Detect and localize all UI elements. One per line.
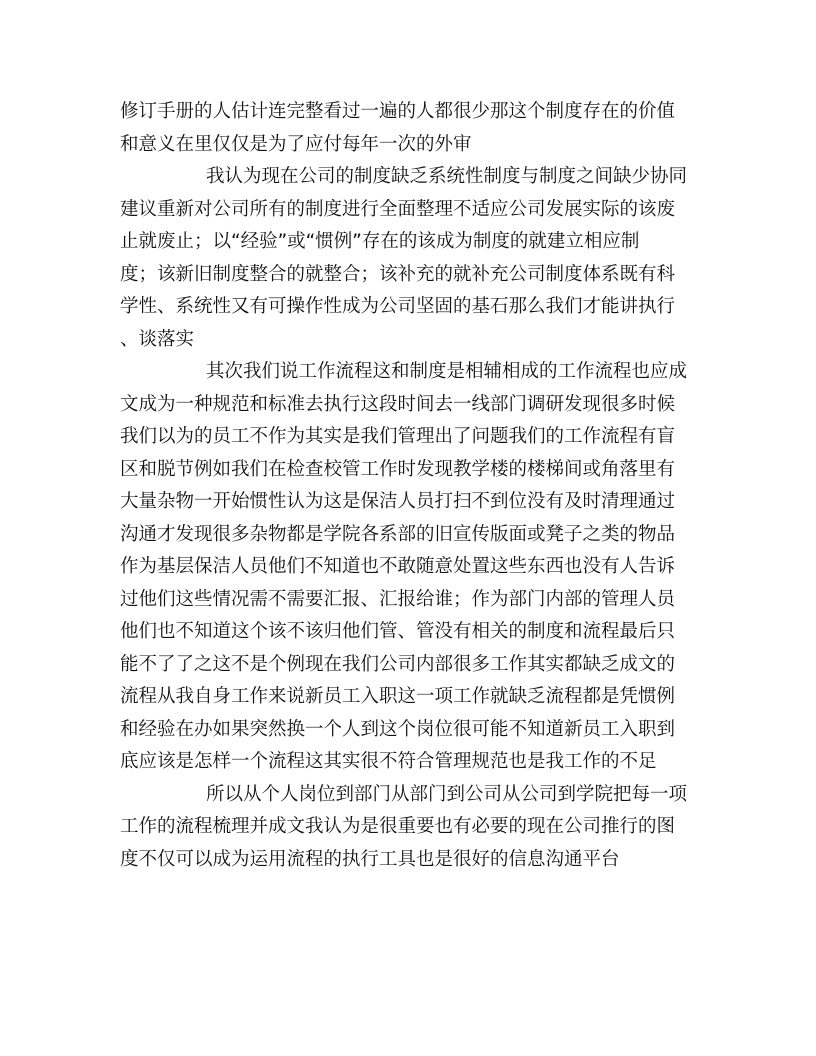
text-line: 度；该新旧制度整合的就整合；该补充的就补充公司制度体系既有科 bbox=[120, 263, 676, 285]
text-line: 沟通才发现很多杂物都是学院各系部的旧宣传版面或凳子之类的物品 bbox=[120, 523, 676, 545]
text-line: 底应该是怎样一个流程这其实很不符合管理规范也是我工作的不足 bbox=[120, 751, 657, 772]
paragraph-first-line: 我认为现在公司的制度缺乏系统性制度与制度之间缺少协同 bbox=[206, 166, 688, 187]
text-line: 作为基层保洁人员他们不知道也不敢随意处置这些东西也没有人告诉 bbox=[120, 556, 676, 577]
text-line: 和意义在里仅仅是为了应付每年一次的外审 bbox=[120, 133, 472, 155]
text-line: 、谈落实 bbox=[120, 328, 195, 350]
text-line: 流程从我自身工作来说新员工入职这一项工作就缺乏流程都是凭惯例 bbox=[120, 686, 676, 707]
text-line: 过他们这些情况需不需要汇报、汇报给谁；作为部门内部的管理人员 bbox=[120, 588, 676, 610]
text-line: 度不仅可以成为运用流程的执行工具也是很好的信息沟通平台 bbox=[120, 848, 620, 870]
paragraph-first-line: 所以从个人岗位到部门从部门到公司从公司到学院把每一项 bbox=[206, 783, 688, 805]
text-line: 学性、系统性又有可操作性成为公司坚固的基石那么我们才能讲执行 bbox=[120, 296, 676, 317]
text-line: 他们也不知道这个该不该归他们管、管没有相关的制度和流程最后只 bbox=[120, 621, 676, 642]
text-line: 止就废止；以“经验”或“惯例”存在的该成为制度的就建立相应制 bbox=[120, 231, 640, 252]
text-line: 和经验在办如果突然换一个人到这个岗位很可能不知道新员工入职到 bbox=[120, 718, 676, 740]
paragraph-first-line: 其次我们说工作流程这和制度是相辅相成的工作流程也应成 bbox=[206, 361, 688, 382]
text-line: 区和脱节例如我们在检查校管工作时发现教学楼的楼梯间或角落里有 bbox=[120, 458, 676, 480]
document-body bbox=[120, 96, 700, 876]
text-line: 建议重新对公司所有的制度进行全面整理不适应公司发展实际的该废 bbox=[120, 198, 676, 220]
text-line: 能不了了之这不是个例现在我们公司内部很多工作其实都缺乏成文的 bbox=[120, 653, 676, 675]
text-line: 大量杂物一开始惯性认为这是保洁人员打扫不到位没有及时清理通过 bbox=[120, 491, 676, 512]
text-line: 修订手册的人估计连完整看过一遍的人都很少那这个制度存在的价值 bbox=[120, 101, 676, 122]
text-line: 我们以为的员工不作为其实是我们管理出了问题我们的工作流程有盲 bbox=[120, 426, 676, 447]
text-line: 文成为一种规范和标准去执行这段时间去一线部门调研发现很多时候 bbox=[120, 393, 676, 415]
text-line: 工作的流程梳理并成文我认为是很重要也有必要的现在公司推行的图 bbox=[120, 816, 676, 837]
